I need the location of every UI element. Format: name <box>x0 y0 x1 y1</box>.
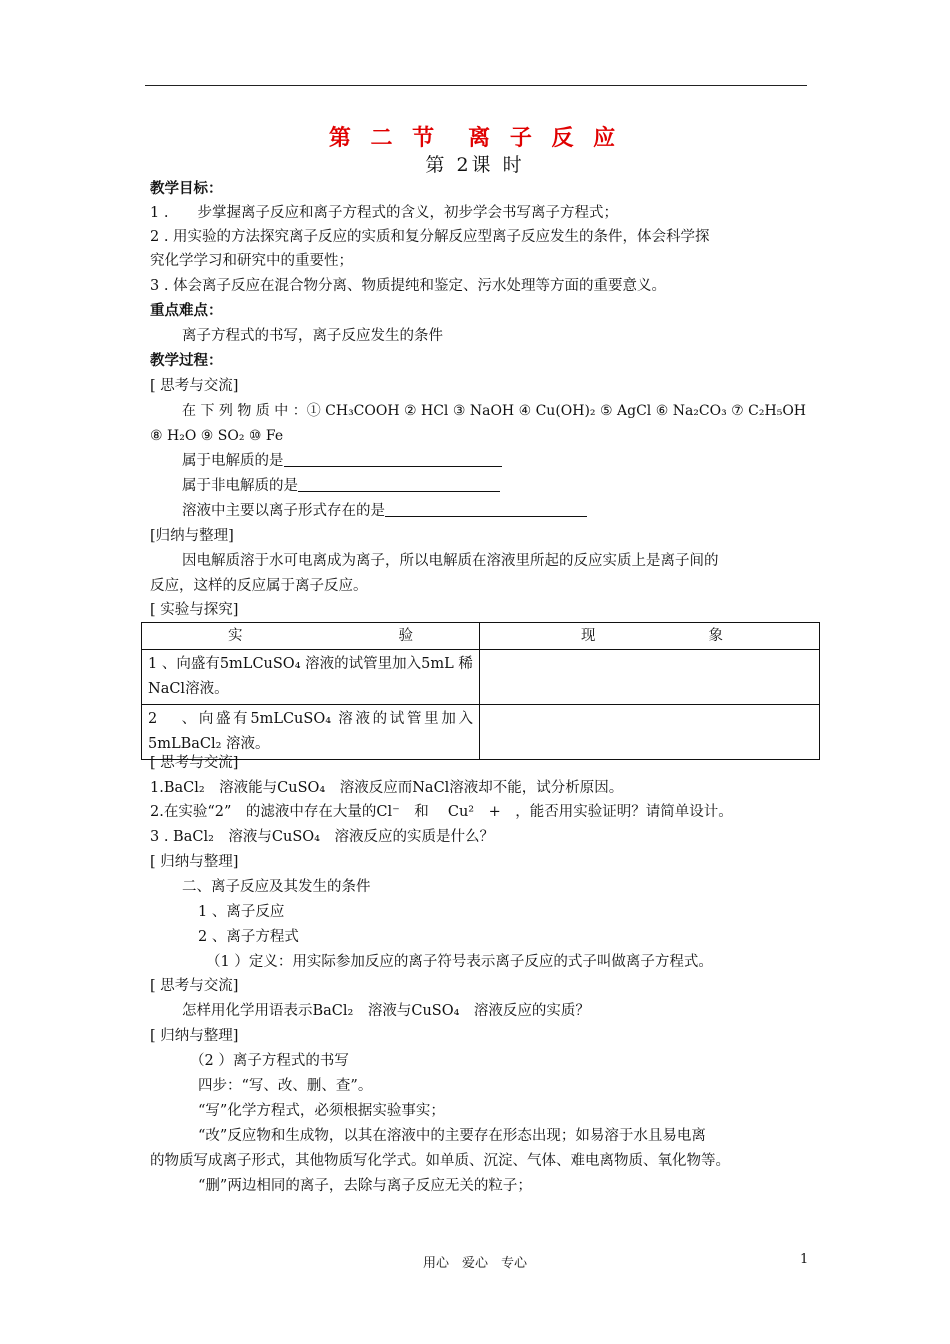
summary-1: [归纳与整理] <box>150 528 234 544</box>
step-delete: “删”两边相同的离子，去除与离子反应无关的粒子； <box>198 1178 532 1194</box>
table-row <box>142 705 820 760</box>
question-1: 1.BaCl₂ 溶液能与CuSO₄ 溶液反应而NaCl溶液却不能，试分析原因。 <box>150 780 624 796</box>
question-nonelectrolyte <box>182 477 500 495</box>
table-row <box>142 650 820 705</box>
question-4: 怎样用化学用语表示BaCl₂ 溶液与CuSO₄ 溶液反应的实质？ <box>182 1003 590 1019</box>
step-write: “写”化学方程式，必须根据实验事实； <box>198 1103 445 1119</box>
header-observation-1: 现 <box>581 628 596 644</box>
key-points-heading: 重点难点： <box>150 302 223 319</box>
page-title: 第 二 节 离 子 反 应 <box>328 125 622 151</box>
question-ions-label: 溶液中主要以离子形式存在的是 <box>182 503 385 519</box>
step-change-a: “改”反应物和生成物，以其在溶液中的主要存在形态出现；如易溶于水且易电离 <box>198 1128 706 1144</box>
section-2-heading: 二、离子反应及其发生的条件 <box>182 879 371 895</box>
header-rule <box>145 85 807 86</box>
answer-blank[interactable] <box>284 452 502 467</box>
question-3: 3 . BaCl₂ 溶液与CuSO₄ 溶液反应的实质是什么？ <box>150 829 494 845</box>
key-points-text: 离子方程式的书写，离子反应发生的条件 <box>182 328 443 344</box>
header-observation <box>480 623 820 650</box>
answer-blank[interactable] <box>298 477 500 492</box>
objective-1: 1 . 步掌握离子反应和离子方程式的含义，初步学会书写离子方程式； <box>150 205 618 221</box>
think-exchange-1: [ 思考与交流] <box>150 378 239 394</box>
objective-2a: 2 . 用实验的方法探究离子反应的实质和复分解反应型离子反应发生的条件，体会科学探 <box>150 229 710 245</box>
step-change-b: 的物质写成离子形式，其他物质写化学式。如单质、沉淀、气体、难电离物质、氧化物等。 <box>150 1153 730 1169</box>
think-exchange-2: [ 思考与交流] <box>150 755 239 771</box>
footer-text: 用心 爱心 专心 <box>422 1256 527 1271</box>
section-2-2: 2 、离子方程式 <box>198 929 299 945</box>
question-electrolyte-label: 属于电解质的是 <box>182 453 284 469</box>
experiment-table <box>141 622 820 760</box>
question-electrolyte <box>182 452 502 470</box>
header-experiment-2: 验 <box>398 628 413 644</box>
experiment-2-cell: 2 、向盛有5mLCuSO₄ 溶液的试管里加入 5mLBaCl₂ 溶液。 <box>142 705 480 760</box>
section-2-1: 1 、离子反应 <box>198 904 285 920</box>
substance-list: 在 下 列 物 质 中 ：① CH₃COOH ② HCl ③ NaOH ④ Cu(OH)₂ ⑤ AgCl ⑥ Na₂CO₃ ⑦ C₂H₅OH <box>182 403 807 419</box>
observation-2-cell[interactable] <box>480 705 820 760</box>
objective-2b: 究化学学习和研究中的重要性； <box>150 253 353 269</box>
experiment-1-cell: 1 、向盛有5mLCuSO₄ 溶液的试管里加入5mL 稀NaCl溶液。 <box>142 650 480 705</box>
definition: （1 ）定义：用实际参加反应的离子符号表示离子反应的式子叫做离子方程式。 <box>206 954 713 970</box>
page-subtitle: 第 2课 时 <box>425 154 525 176</box>
summary-1-text-a: 因电解质溶于水可电离成为离子，所以电解质在溶液里所起的反应实质上是离子间的 <box>182 553 719 569</box>
process-heading: 教学过程： <box>150 352 223 369</box>
header-experiment <box>142 623 480 650</box>
header-observation-2: 象 <box>708 628 723 644</box>
experiment-explore: [ 实验与探究] <box>150 602 239 618</box>
summary-2: [ 归纳与整理] <box>150 854 239 870</box>
writing-heading: （2 ）离子方程式的书写 <box>190 1053 349 1069</box>
objectives-heading: 教学目标： <box>150 180 223 197</box>
question-2: 2.在实验“2” 的滤液中存在大量的Cl⁻ 和 Cu² + ，能否用实验证明？请简单设计。 <box>150 804 733 820</box>
header-experiment-1: 实 <box>228 628 243 644</box>
objective-3: 3 . 体会离子反应在混合物分离、物质提纯和鉴定、污水处理等方面的重要意义。 <box>150 278 667 294</box>
question-nonelectrolyte-label: 属于非电解质的是 <box>182 478 298 494</box>
summary-3: [ 归纳与整理] <box>150 1028 239 1044</box>
question-ions <box>182 502 587 520</box>
observation-1-cell[interactable] <box>480 650 820 705</box>
answer-blank[interactable] <box>385 502 587 517</box>
four-steps: 四步：“写、改、删、查”。 <box>198 1078 373 1094</box>
think-exchange-3: [ 思考与交流] <box>150 978 239 994</box>
summary-1-text-b: 反应，这样的反应属于离子反应。 <box>150 578 368 594</box>
substance-list-cont: ⑧ H₂O ⑨ SO₂ ⑩ Fe <box>150 428 284 444</box>
page-number: 1 <box>800 1252 809 1267</box>
table-header-row <box>142 623 820 650</box>
